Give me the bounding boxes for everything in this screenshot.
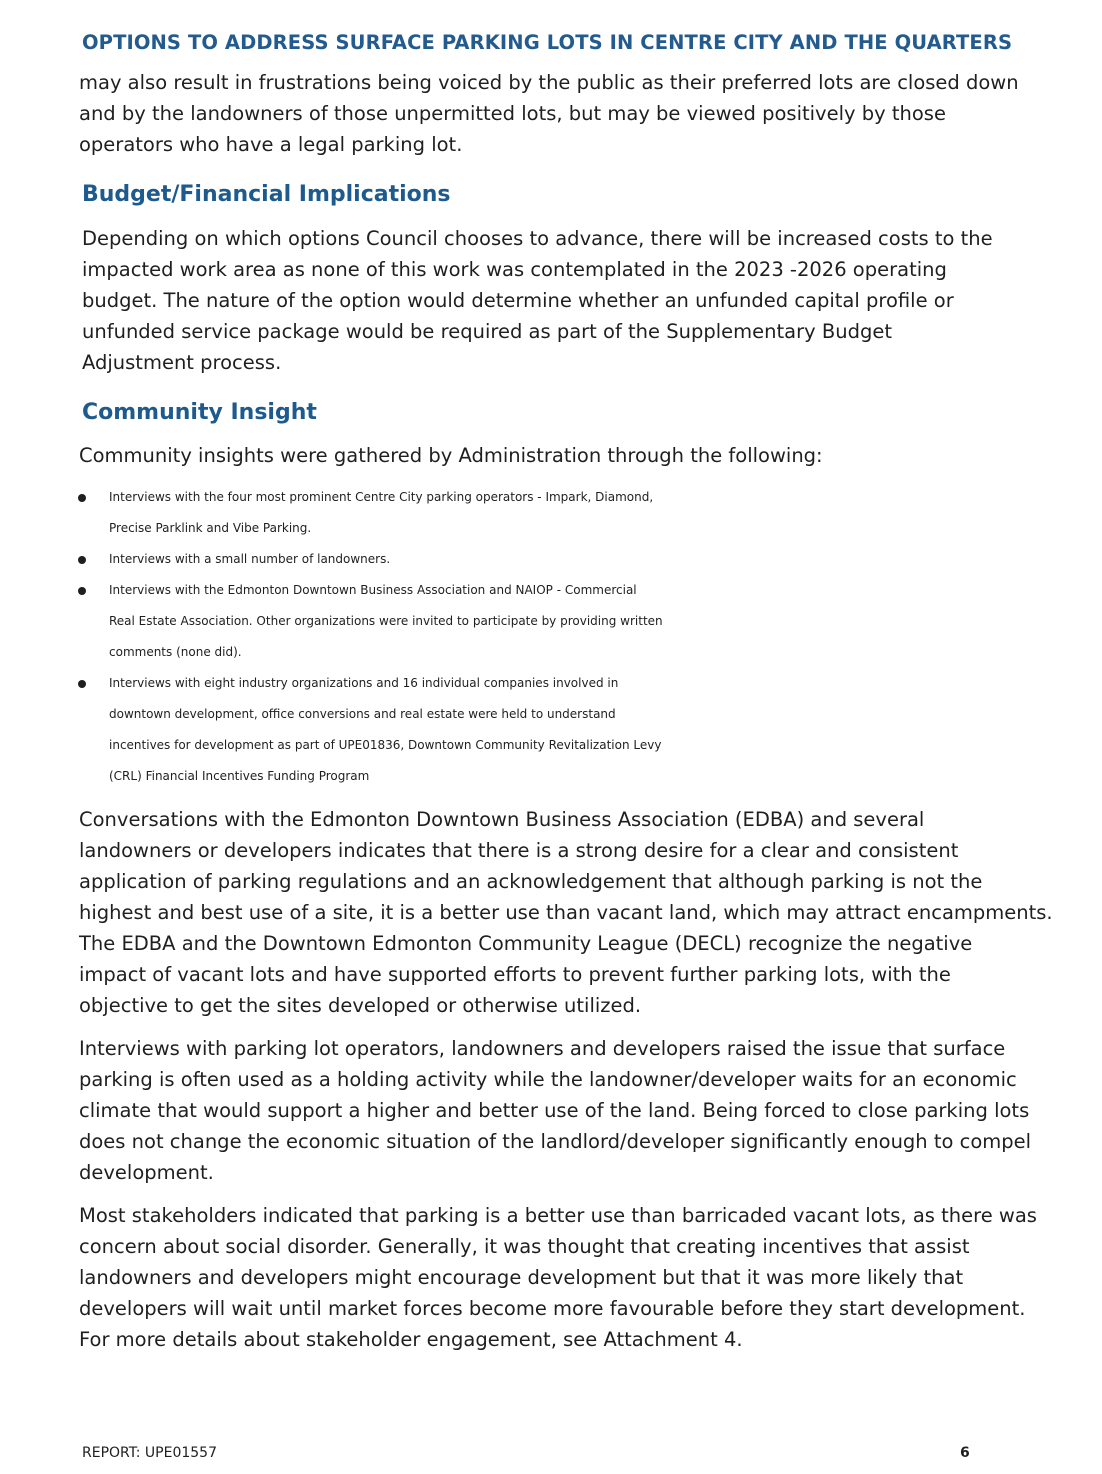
list-item: [79, 544, 1079, 575]
budget-heading: Budget/Financial Implications: [82, 182, 451, 207]
text-line: Depending on which options Council chooses to advance, there will be increased costs to the: [82, 227, 993, 250]
footer-report-id: REPORT: UPE01557: [82, 1445, 217, 1461]
text-line: incentives for development as part of UPE01836, Downtown Community Revitalization Levy: [109, 738, 662, 752]
text-line: parking is often used as a holding activity while the landowner/developer waits for an economic: [79, 1068, 1017, 1091]
community-intro: [79, 440, 1079, 471]
community-paragraph-1: [79, 804, 1079, 1021]
text-line: development.: [79, 1161, 214, 1184]
text-line: landowners or developers indicates that there is a strong desire for a clear and consistent: [79, 839, 959, 862]
text-line: Interviews with the four most prominent Centre City parking operators - Impark, Diamond,: [109, 490, 654, 504]
text-line: budget. The nature of the option would determine whether an unfunded capital profile or: [82, 289, 954, 312]
list-item: [79, 482, 1079, 544]
text-line: Most stakeholders indicated that parking is a better use than barricaded vacant lots, as there was: [79, 1204, 1037, 1227]
intro-paragraph: [79, 67, 1079, 160]
bullet-icon: [78, 556, 86, 564]
page-number: 6: [960, 1445, 970, 1461]
community-paragraph-3: [79, 1200, 1079, 1355]
text-line: The EDBA and the Downtown Edmonton Community League (DECL) recognize the negative: [79, 932, 973, 955]
bullet-icon: [78, 494, 86, 502]
bullet-icon: [78, 680, 86, 688]
text-line: (CRL) Financial Incentives Funding Program: [109, 769, 370, 783]
text-line: does not change the economic situation of the landlord/developer significantly enough to compel: [79, 1130, 1032, 1153]
text-line: developers will wait until market forces become more favourable before they start development.: [79, 1297, 1026, 1320]
list-item: [79, 668, 1079, 792]
text-line: Interviews with a small number of landowners.: [109, 552, 391, 566]
text-line: may also result in frustrations being voiced by the public as their preferred lots are closed down: [79, 71, 1019, 94]
text-line: operators who have a legal parking lot.: [79, 133, 463, 156]
text-line: objective to get the sites developed or otherwise utilized.: [79, 994, 642, 1017]
text-line: concern about social disorder. Generally, it was thought that creating incentives that assist: [79, 1235, 970, 1258]
text-line: impacted work area as none of this work was contemplated in the 2023 -2026 operating: [82, 258, 947, 281]
text-line: unfunded service package would be required as part of the Supplementary Budget: [82, 320, 892, 343]
text-line: highest and best use of a site, it is a better use than vacant land, which may attract encampments.: [79, 901, 1053, 924]
community-heading: Community Insight: [82, 400, 317, 425]
text-line: Interviews with the Edmonton Downtown Business Association and NAIOP - Commercial: [109, 583, 637, 597]
text-line: Conversations with the Edmonton Downtown Business Association (EDBA) and several: [79, 808, 925, 831]
text-line: Interviews with eight industry organizations and 16 individual companies involved in: [109, 676, 619, 690]
community-bullet-list: [79, 482, 1079, 792]
list-item: [79, 575, 1079, 668]
text-line: downtown development, office conversions and real estate were held to understand: [109, 707, 616, 721]
budget-paragraph: [82, 223, 1082, 378]
text-line: landowners and developers might encourage development but that it was more likely that: [79, 1266, 964, 1289]
community-paragraph-2: [79, 1033, 1079, 1188]
text-line: Real Estate Association. Other organizations were invited to participate by providing written: [109, 614, 663, 628]
text-line: Adjustment process.: [82, 351, 282, 374]
text-line: application of parking regulations and an acknowledgement that although parking is not the: [79, 870, 983, 893]
text-line: For more details about stakeholder engagement, see Attachment 4.: [79, 1328, 743, 1351]
text-line: Precise Parklink and Vibe Parking.: [109, 521, 312, 535]
bullet-icon: [78, 587, 86, 595]
text-line: climate that would support a higher and better use of the land. Being forced to close parking lots: [79, 1099, 1030, 1122]
text-line: impact of vacant lots and have supported efforts to prevent further parking lots, with the: [79, 963, 951, 986]
running-header: OPTIONS TO ADDRESS SURFACE PARKING LOTS IN CENTRE CITY AND THE QUARTERS: [82, 31, 1013, 54]
text-line: and by the landowners of those unpermitted lots, but may be viewed positively by those: [79, 102, 946, 125]
text-line: comments (none did).: [109, 645, 242, 659]
text-line: Community insights were gathered by Administration through the following:: [79, 444, 823, 467]
text-line: Interviews with parking lot operators, landowners and developers raised the issue that surface: [79, 1037, 1006, 1060]
